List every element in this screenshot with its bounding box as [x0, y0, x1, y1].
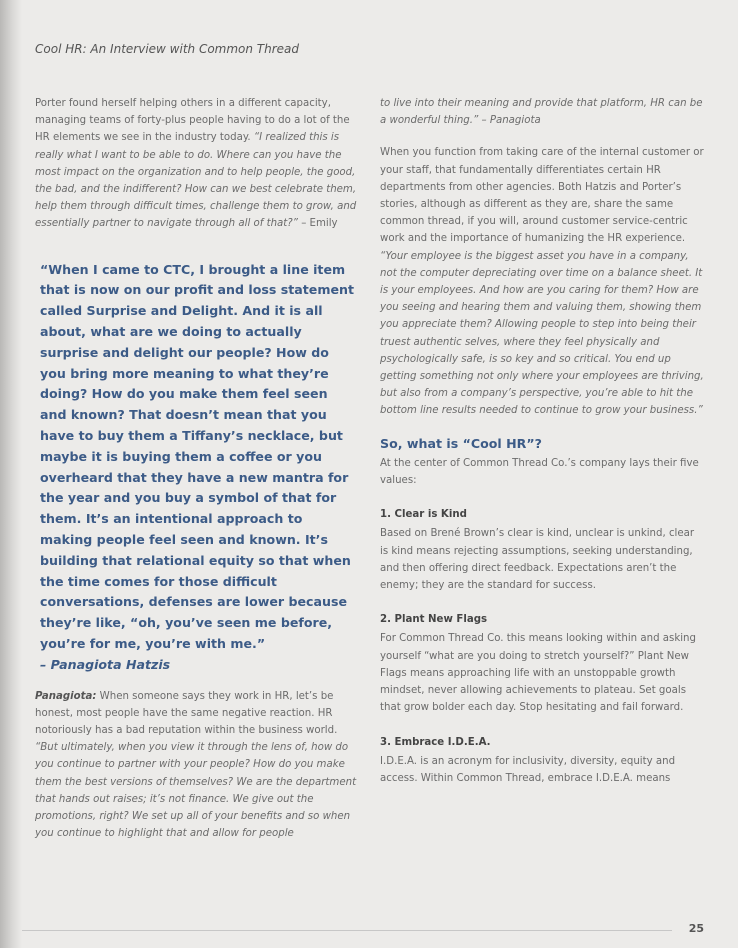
panagiota-quote: “But ultimately, when you view it through the lens of, how do you continue to partner with your people? How do you make them the best versions of themselves? We are the department that hands out raises; it’s not finance. We give out the promotions, right? We set up all of your benefits and so when you continue to highlight that and allow for people	[35, 742, 357, 840]
customer-service-text: When you function from taking care of the internal customer or your staff, that fundamentally differentiates certain HR departments from other agencies. Both Hatzis and Porter’s stories, although as different as they are, share the same common thread, if you will, around customer service-centric work and the importance of humanizing the HR experience.	[380, 147, 704, 245]
intro-paragraph	[35, 95, 357, 233]
panagiota-paragraph	[35, 688, 357, 843]
value-title: 1. Clear is Kind	[380, 509, 467, 521]
section-heading: So, what is “Cool HR”?	[380, 435, 542, 451]
pull-quote-attribution: – Panagiota Hatzis	[40, 656, 171, 672]
continued-quote: to live into their meaning and provide that platform, HR can be a wonderful thing.” – Panagiota	[380, 98, 703, 127]
customer-service-paragraph	[380, 144, 705, 419]
employee-asset-quote: “Your employee is the biggest asset you have in a company, not the computer depreciating over time on a balance sheet. It is your employees. And how are you caring for them? How are you seeing and hearing them and valuing them, showing them you appreciate them? Allowing people to step into being their truest authentic selves, where they feel physically and psychologically safe, is so key and so critical. You end up getting something not only where your employees are thriving, but also from a company’s perspective, you’re able to hit the bottom line results needed to continue to grow your business.”	[380, 250, 704, 417]
value-body: Based on Brené Brown’s clear is kind, unclear is unkind, clear is kind means rejecting assumptions, seeking understanding, and then offering direct feedback. Expectations aren’t the enemy; they are the standard for success.	[380, 528, 695, 592]
intro-attribution: – Emily	[297, 218, 338, 230]
panagiota-text: When someone says they work in HR, let’s be honest, most people have the same negative reaction. HR notoriously has a bad reputation within the business world.	[35, 690, 338, 736]
left-column	[35, 95, 357, 857]
page-binding-shadow	[0, 0, 22, 948]
intro-quote: “I realized this is really what I want to be able to do. Where can you have the most impact on the organization and to help people, the good, the bad, and the indifferent? How can we best celebrate them, help them through difficult times, challenge them to grow, and essentially partner to navigate through all of that?”	[35, 132, 357, 230]
value-title: 3. Embrace I.D.E.A.	[380, 736, 491, 748]
speaker-label: Panagiota:	[35, 690, 97, 702]
value-title: 2. Plant New Flags	[380, 614, 488, 626]
right-column	[380, 95, 705, 787]
value-body: For Common Thread Co. this means looking within and asking yourself “what are you doing to stretch yourself?” Plant New Flags means approaching life with an unstoppable growth mindset, never allowing achievements to plateau. Set goals that grow bolder each day. Stop hesitating and fail forward.	[380, 633, 696, 714]
section-intro: At the center of Common Thread Co.’s company lays their five values:	[380, 457, 699, 487]
continued-quote-paragraph	[380, 95, 705, 129]
intro-text: Porter found herself helping others in a different capacity, managing teams of forty-plus people having to do a lot of the HR elements we see in the industry today.	[35, 98, 350, 144]
footer-divider	[22, 930, 672, 931]
pull-quote-text: “When I came to CTC, I brought a line item that is now on our profit and loss statement called Surprise and Delight. And it is all about, what are we doing to actually surprise and delight our people? How do you bring more meaning to what they’re doing? How do you make them feel seen and known? That doesn’t mean that you have to buy them a Tiffany’s necklace, but maybe it is buying them a coffee or you overheard that they have a new mantra for the year and you buy a symbol of that for them. It’s an intentional approach to making people feel seen and known. It’s building that relational equity so that when the time comes for those difficult conversations, defenses are lower because they’re like, “oh, you’ve seen me before, you’re for me, you’re with me.”	[40, 261, 354, 651]
running-header-title: Cool HR: An Interview with Common Thread	[35, 42, 300, 56]
pull-quote	[35, 260, 357, 676]
value-body: I.D.E.A. is an acronym for inclusivity, diversity, equity and access. Within Common Thread, embrace I.D.E.A. means	[380, 755, 676, 784]
page-number: 25	[688, 922, 704, 935]
